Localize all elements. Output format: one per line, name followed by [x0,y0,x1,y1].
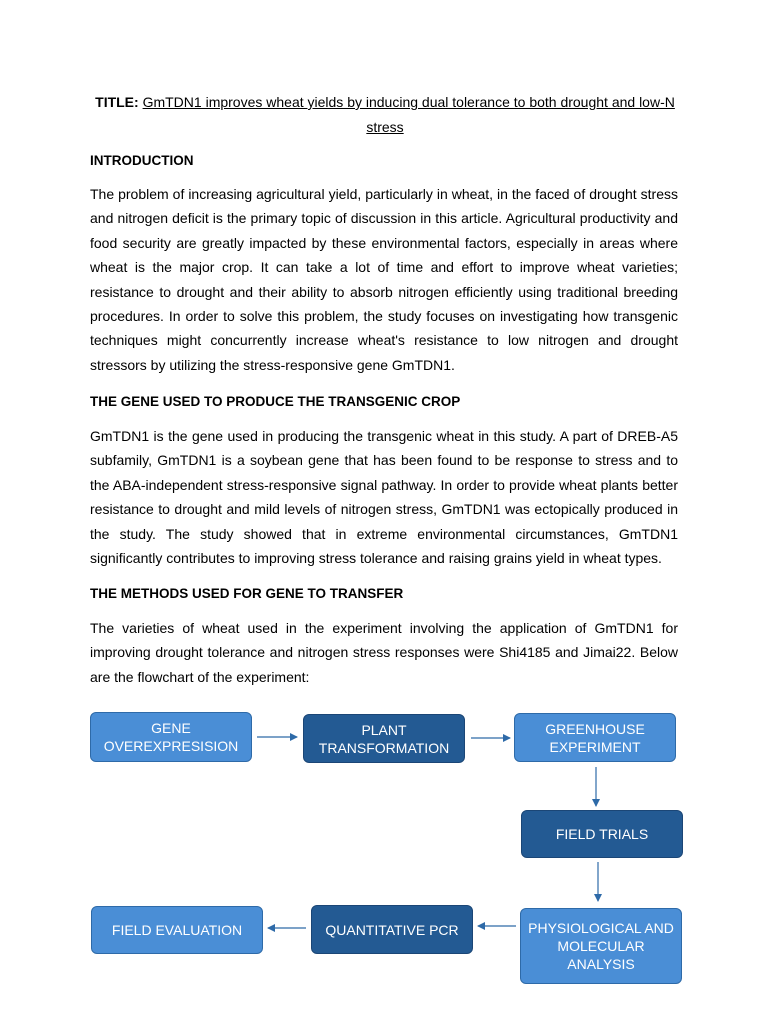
section-body-gene: GmTDN1 is the gene used in producing the transgenic wheat in this study. A part of DREB-A5 subfamily, GmTDN1 is a soybean gene that has been found to be response to stress and to the ABA-independent stress-responsive signal pathway. In order to provide wheat plants better resistance to drought and mild levels of nitrogen stress, GmTDN1 was ectopically produced in the study. The study showed that in extreme environmental circumstances, GmTDN1 significantly contributes to improving stress tolerance and raising grains yield in wheat types. [90,428,678,567]
section-body-introduction: The problem of increasing agricultural yield, particularly in wheat, in the faced of drought stress and nitrogen deficit is the primary topic of discussion in this article. Agricultural productivity and food security are greatly impacted by these environmental factors, especially in areas where wheat is the major crop. It can take a lot of time and effort to improve wheat varieties; resistance to drought and their ability to absorb nitrogen efficiently using traditional breeding procedures. In order to solve this problem, the study focuses on investigating how transgenic techniques might concurrently increase wheat's resistance to low nitrogen and drought stressors by utilizing the stress-responsive gene GmTDN1. [90,186,678,373]
title-text: GmTDN1 improves wheat yields by inducing dual tolerance to both drought and low-N stress [142,94,675,135]
flow-step-quantitative-pcr: QUANTITATIVE PCR [311,905,473,954]
flow-step-plant-transformation: PLANT TRANSFORMATION [303,714,465,763]
section-heading-methods: THE METHODS USED FOR GENE TO TRANSFER [90,586,404,601]
flow-step-physiological-molecular-analysis: PHYSIOLOGICAL AND MOLECULAR ANALYSIS [520,908,682,984]
section-heading-gene: THE GENE USED TO PRODUCE THE TRANSGENIC CROP [90,394,461,409]
section-heading-introduction: INTRODUCTION [90,153,194,168]
flow-step-greenhouse-experiment: GREENHOUSE EXPERIMENT [514,713,676,762]
flow-step-field-trials: FIELD TRIALS [521,810,683,858]
flow-step-field-evaluation: FIELD EVALUATION [91,906,263,954]
title-label: TITLE: [95,94,139,110]
flow-step-gene-overexpression: GENE OVEREXPRESISION [90,712,252,762]
section-body-methods: The varieties of wheat used in the experiment involving the application of GmTDN1 for improving drought tolerance and nitrogen stress responses were Shi4185 and Jimai22. Below are the flowchart of the experiment: [90,620,678,685]
